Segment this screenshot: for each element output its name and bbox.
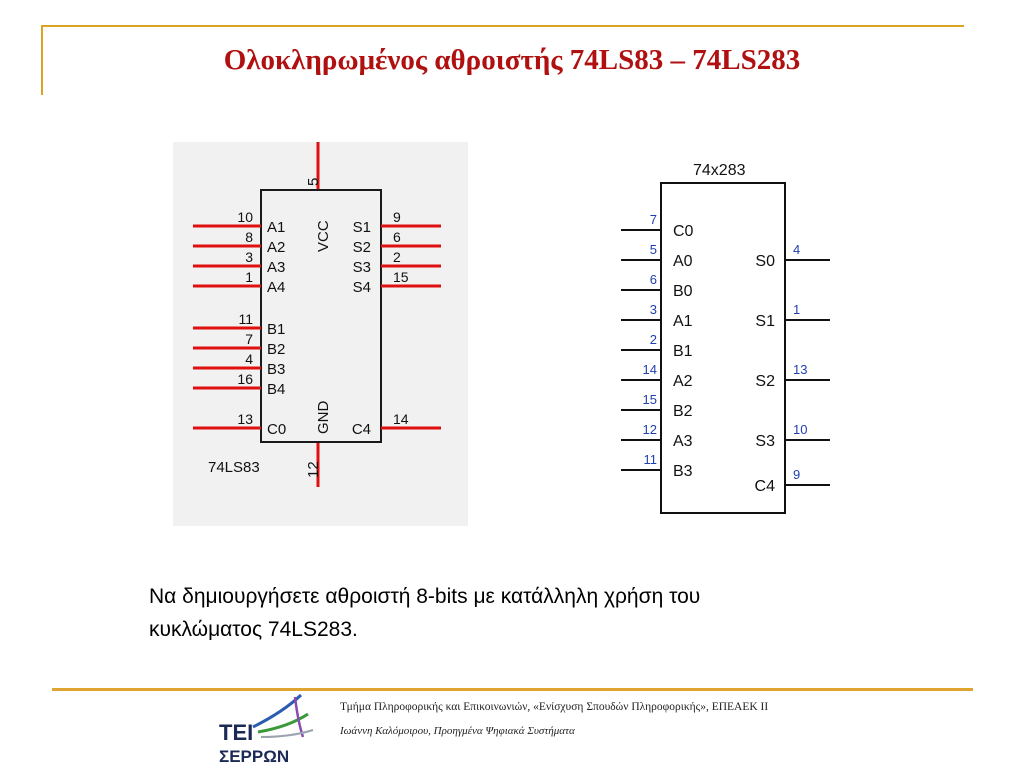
pin-label-a3: A3 xyxy=(267,259,286,276)
frame-top-rule xyxy=(41,25,964,27)
pin-number-s2: 13 xyxy=(793,362,808,377)
pin-number-s3: 2 xyxy=(393,249,401,265)
task-line-2: κυκλώματος 74LS283. xyxy=(149,618,358,641)
pin-number-s1: 9 xyxy=(393,209,401,225)
logo-text-serron: ΣΕΡΡΩΝ xyxy=(219,747,290,766)
gnd-pin-number: 12 xyxy=(305,461,322,478)
pin-label-c0: C0 xyxy=(267,421,287,438)
pin-label-b3: B3 xyxy=(673,463,693,480)
pin-label-a0: A0 xyxy=(673,253,693,270)
pin-label-b2: B2 xyxy=(673,403,693,420)
pin-number-c4: 9 xyxy=(793,467,801,482)
pin-number-b4: 16 xyxy=(237,371,253,387)
pin-label-b2: B2 xyxy=(267,341,286,358)
pin-number-a1: 3 xyxy=(649,302,657,317)
pin-number-s2: 6 xyxy=(393,229,401,245)
pin-label-b4: B4 xyxy=(267,381,286,398)
pin-label-s3: S3 xyxy=(755,433,775,450)
pin-label-a4: A4 xyxy=(267,279,286,296)
pin-label-c4: C4 xyxy=(754,478,775,495)
pin-label-s0: S0 xyxy=(755,253,775,270)
pin-number-a4: 1 xyxy=(245,269,253,285)
pin-label-a1: A1 xyxy=(673,313,693,330)
footer-credit-course: Ιωάννη Καλόμοιρου, Προηγμένα Ψηφιακά Συστήματα xyxy=(340,725,575,737)
tei-serron-logo xyxy=(213,692,323,768)
pin-number-s1: 1 xyxy=(793,302,801,317)
chip-label-74ls83: 74LS83 xyxy=(208,459,260,476)
pin-label-s2: S2 xyxy=(755,373,775,390)
pin-number-a2: 14 xyxy=(642,362,657,377)
pin-label-s4: S4 xyxy=(352,279,371,296)
pin-number-b1: 2 xyxy=(649,332,657,347)
pin-label-c0: C0 xyxy=(673,223,694,240)
pin-number-b0: 6 xyxy=(649,272,657,287)
pin-label-a2: A2 xyxy=(673,373,693,390)
pin-label-b3: B3 xyxy=(267,361,286,378)
pin-label-a2: A2 xyxy=(267,239,286,256)
pin-number-a0: 5 xyxy=(649,242,657,257)
task-line-1: Να δημιουργήσετε αθροιστή 8-bits με κατάλληλη χρήση του xyxy=(149,585,701,608)
pin-number-s3: 10 xyxy=(793,422,808,437)
task-text xyxy=(149,580,869,646)
gnd-label: GND xyxy=(315,400,332,434)
pin-label-s1: S1 xyxy=(352,219,371,236)
pin-number-c0: 13 xyxy=(237,411,253,427)
pin-label-b0: B0 xyxy=(673,283,693,300)
pin-label-s1: S1 xyxy=(755,313,775,330)
diagram-74x283 xyxy=(603,148,843,520)
pin-label-b1: B1 xyxy=(673,343,693,360)
vcc-label: VCC xyxy=(315,220,332,252)
pin-number-a3: 12 xyxy=(642,422,657,437)
pin-number-c0: 7 xyxy=(649,212,657,227)
pin-number-a2: 8 xyxy=(245,229,253,245)
vcc-pin-number: 5 xyxy=(305,177,322,186)
pin-number-a1: 10 xyxy=(237,209,253,225)
pin-number-b3: 11 xyxy=(643,452,657,467)
pin-label-s2: S2 xyxy=(352,239,371,256)
footer-rule xyxy=(52,688,973,691)
pin-label-a3: A3 xyxy=(673,433,693,450)
pin-number-a3: 3 xyxy=(245,249,253,265)
logo-text-tei: ΤΕΙ xyxy=(219,720,254,745)
pin-label-b1: B1 xyxy=(267,321,286,338)
pin-label-s3: S3 xyxy=(352,259,371,276)
chip-label-74x283: 74x283 xyxy=(693,162,746,179)
slide-title: Ολοκληρωμένος αθροιστής 74LS83 – 74LS283 xyxy=(223,44,801,76)
diagram-74ls83 xyxy=(173,142,468,526)
pin-number-b2: 7 xyxy=(245,331,253,347)
pin-number-b3: 4 xyxy=(245,351,253,367)
pin-label-c4: C4 xyxy=(351,421,371,438)
pin-number-b2: 15 xyxy=(642,392,657,407)
pin-label-a1: A1 xyxy=(267,219,286,236)
footer-credit-department: Τμήμα Πληροφορικής και Επικοινωνιών, «Ενίσχυση Σπουδών Πληροφορικής», ΕΠΕΑΕΚ ΙΙ xyxy=(340,701,769,713)
pin-number-c4: 14 xyxy=(393,411,409,427)
pin-number-s4: 15 xyxy=(393,269,409,285)
pin-number-b1: 11 xyxy=(238,311,253,327)
pin-number-s0: 4 xyxy=(793,242,801,257)
